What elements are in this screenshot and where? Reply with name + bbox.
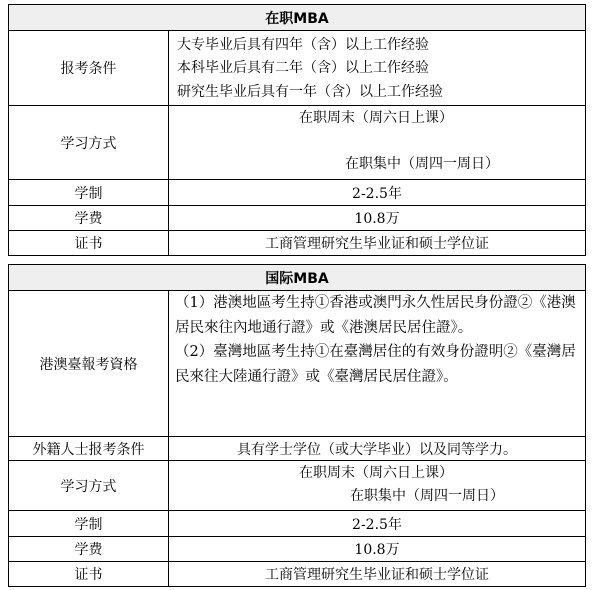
study-mode-line: 在职集中（周四一周日） xyxy=(345,156,499,172)
row-label: 港澳臺報考資格 xyxy=(9,291,169,436)
row-label: 证书 xyxy=(9,562,169,586)
row-label: 学习方式 xyxy=(9,106,169,179)
table-title: 在职MBA xyxy=(9,5,585,31)
study-mode-line: 在职集中（周四一周日） xyxy=(350,488,504,504)
row-value: 工商管理研究生毕业证和硕士学位证 xyxy=(265,567,489,583)
row-label: 学制 xyxy=(9,511,169,536)
table-row-tuition xyxy=(9,206,585,231)
row-value: 10.8万 xyxy=(354,211,400,227)
study-mode-line: 在职周末（周六日上课） xyxy=(299,465,453,481)
row-value xyxy=(169,106,585,179)
table-row-foreigner-requirements xyxy=(9,437,585,461)
row-label: 报考条件 xyxy=(9,31,169,105)
row-value xyxy=(169,461,585,510)
requirement-line: 研究生毕业后具有一年（含）以上工作经验 xyxy=(177,83,443,100)
row-label: 学费 xyxy=(9,537,169,561)
requirement-line: 大专毕业后具有四年（含）以上工作经验 xyxy=(177,36,429,53)
row-label: 外籍人士报考条件 xyxy=(9,437,169,460)
row-value: 10.8万 xyxy=(354,542,400,558)
table-row-duration xyxy=(9,180,585,206)
table-row-study-mode xyxy=(9,461,585,511)
row-label: 证书 xyxy=(9,231,169,255)
row-value: 工商管理研究生毕业证和硕士学位证 xyxy=(265,236,489,252)
table-row-hk-macau-taiwan-eligibility xyxy=(9,291,585,437)
table-row-certificate xyxy=(9,562,585,586)
eligibility-paragraph: （1）港澳地區考生持①香港或澳門永久性居民身份證②《港澳居民來往內地通行證》或《港澳居民居住證》。 xyxy=(175,295,576,336)
study-mode-line: 在职周末（周六日上课） xyxy=(299,110,453,126)
table-row-certificate xyxy=(9,231,585,255)
row-value: 2-2.5年 xyxy=(352,516,402,533)
row-value: 具有学士学位（或大学毕业）以及同等学力。 xyxy=(237,441,517,458)
row-value xyxy=(169,31,585,105)
row-label: 学费 xyxy=(9,206,169,230)
table-row-study-mode xyxy=(9,106,585,180)
row-label: 学习方式 xyxy=(9,461,169,510)
in-service-mba-table xyxy=(8,4,586,256)
table-row-admission-requirements xyxy=(9,31,585,106)
row-label: 学制 xyxy=(9,180,169,205)
row-value: 2-2.5年 xyxy=(352,185,402,202)
table-row-tuition xyxy=(9,537,585,562)
requirement-line: 本科毕业后具有二年（含）以上工作经验 xyxy=(177,60,429,77)
table-title: 国际MBA xyxy=(9,265,585,291)
eligibility-paragraph: （2）臺灣地區考生持①在臺灣居住的有效身份證明②《臺灣居民來往大陸通行證》或《臺灣居民居住證》。 xyxy=(175,344,576,385)
row-value xyxy=(169,291,585,436)
table-row-duration xyxy=(9,511,585,537)
international-mba-table xyxy=(8,264,586,587)
